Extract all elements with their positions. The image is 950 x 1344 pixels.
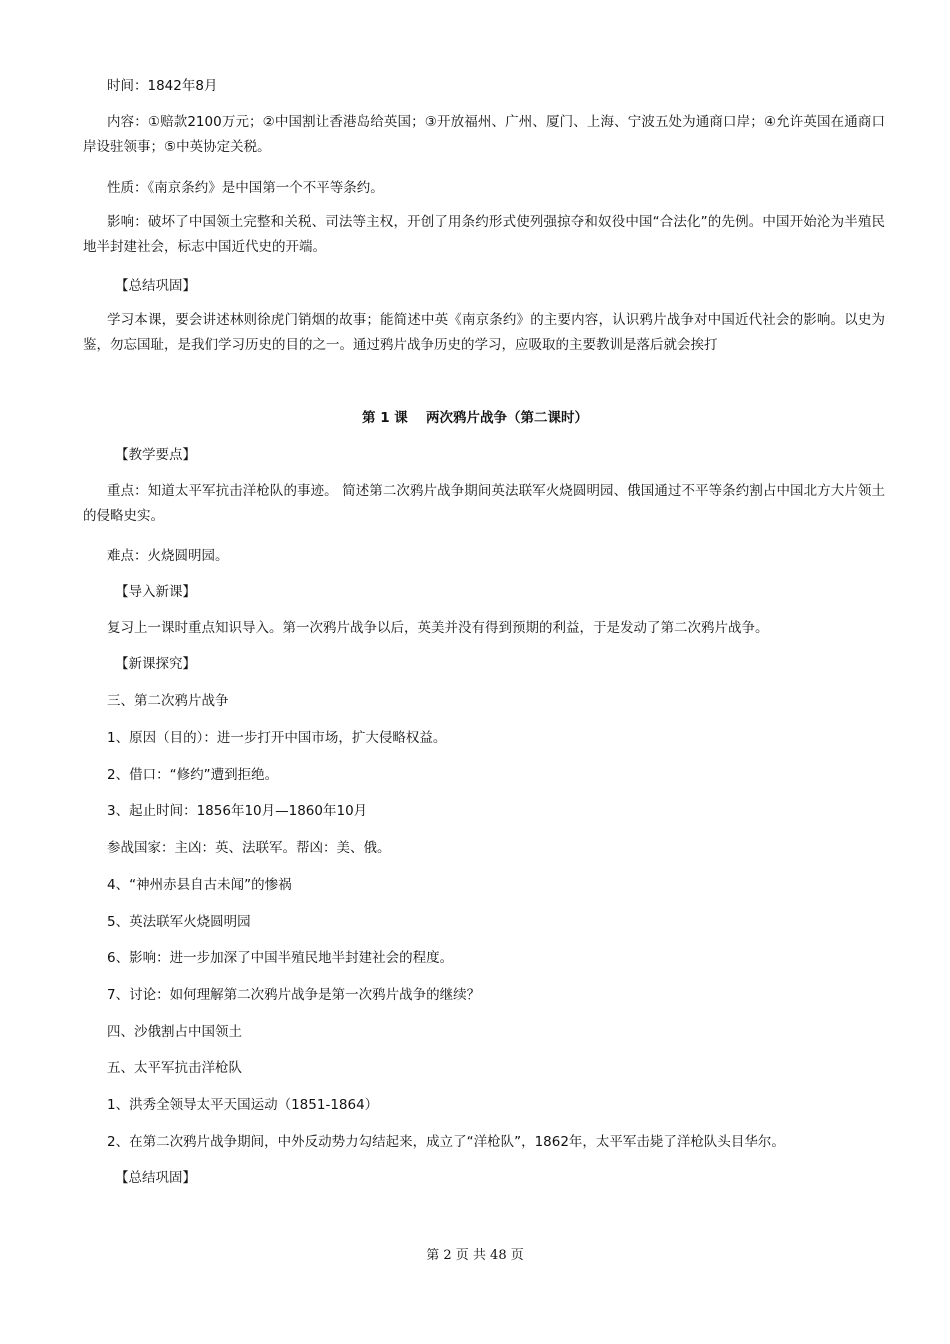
intro-heading: 【导入新课】 xyxy=(115,584,196,600)
section-3-item-4: 4、“神州赤县自古未闻”的惨祸 xyxy=(107,877,292,893)
key-point: 重点：知道太平军抗击洋枪队的事迹。 简述第二次鸦片战争期间英法联军火烧圆明园、俄国通过不平等条约割占中国北方大片领土的侵略史实。 xyxy=(83,483,885,524)
treaty-content: 内容：①赔款2100万元；②中国割让香港岛给英国；③开放福州、广州、厦门、上海、宁波五处为通商口岸；④允许英国在通商口岸设驻领事；⑤中英协定关税。 xyxy=(83,114,885,155)
section-3-countries: 参战国家：主凶：英、法联军。帮凶：美、俄。 xyxy=(107,840,391,856)
section-3-item-7: 7、讨论：如何理解第二次鸦片战争是第一次鸦片战争的继续？ xyxy=(107,987,481,1003)
lesson-summary-heading: 【总结巩固】 xyxy=(115,1170,196,1186)
section-5-title: 五、太平军抗击洋枪队 xyxy=(107,1060,242,1076)
page-footer: 第 2 页 共 48 页 xyxy=(426,1248,524,1263)
difficulty: 难点：火烧圆明园。 xyxy=(107,548,229,564)
section-4-title: 四、沙俄割占中国领土 xyxy=(107,1024,242,1040)
summary-text: 学习本课，要会讲述林则徐虎门销烟的故事；能简述中英《南京条约》的主要内容，认识鸦片战争对中国近代社会的影响。以史为鉴，勿忘国耻，是我们学习历史的目的之一。通过鸦片战争历史的学习，应吸取的主要教训是落后就会挨打 xyxy=(83,312,885,353)
section-3-item-6: 6、影响：进一步加深了中国半殖民地半封建社会的程度。 xyxy=(107,950,454,966)
treaty-impact: 影响：破坏了中国领土完整和关税、司法等主权，开创了用条约形式使列强掠夺和奴役中国“合法化”的先例。中国开始沦为半殖民地半封建社会，标志中国近代史的开端。 xyxy=(83,214,885,255)
lesson-title: 第 1 课 两次鸦片战争（第二课时） xyxy=(362,410,588,426)
section-3-title: 三、第二次鸦片战争 xyxy=(107,693,229,709)
explore-heading: 【新课探究】 xyxy=(115,656,196,672)
treaty-nature: 性质：《南京条约》是中国第一个不平等条约。 xyxy=(107,180,384,196)
section-5-item-1: 1、洪秀全领导太平天国运动（1851-1864） xyxy=(107,1097,379,1113)
summary-heading: 【总结巩固】 xyxy=(115,278,196,294)
key-points-heading: 【教学要点】 xyxy=(115,447,196,463)
section-5-item-2: 2、在第二次鸦片战争期间，中外反动势力勾结起来，成立了“洋枪队”，1862年，太平军击毙了洋枪队头目华尔。 xyxy=(107,1134,785,1150)
section-3-item-3: 3、起止时间：1856年10月—1860年10月 xyxy=(107,803,368,819)
treaty-time: 时间：1842年8月 xyxy=(107,78,218,94)
section-3-item-5: 5、英法联军火烧圆明园 xyxy=(107,914,251,930)
section-3-item-2: 2、借口：“修约”遭到拒绝。 xyxy=(107,767,279,783)
section-3-item-1: 1、原因（目的）：进一步打开中国市场，扩大侵略权益。 xyxy=(107,730,447,746)
intro-text: 复习上一课时重点知识导入。第一次鸦片战争以后，英美并没有得到预期的利益，于是发动了第二次鸦片战争。 xyxy=(107,620,769,636)
